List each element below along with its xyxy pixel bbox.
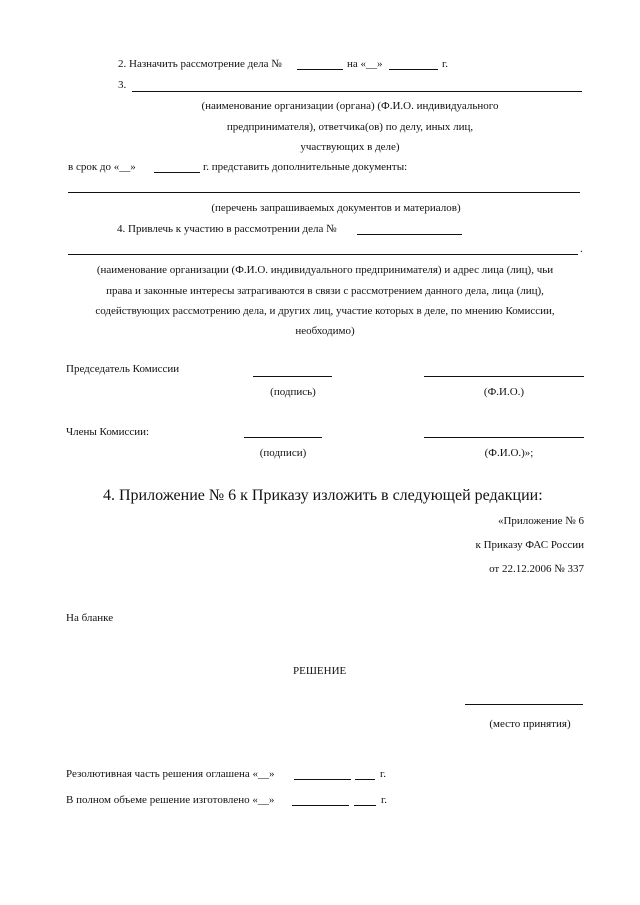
members-name-field[interactable] xyxy=(424,437,584,438)
full-month-field[interactable] xyxy=(292,805,349,806)
item4-caption-3: содействующих рассмотрению дела, и других лиц, участие которых в деле, по мнению Комиссии, xyxy=(95,305,555,317)
item3-parties-field[interactable] xyxy=(132,91,582,92)
item4-parties-field[interactable] xyxy=(68,254,578,255)
item4-case-number-field[interactable] xyxy=(357,234,462,235)
members-signature-caption: (подписи) xyxy=(259,447,307,459)
item2-mid: на «__» xyxy=(347,58,383,70)
operative-year-field[interactable] xyxy=(355,779,375,780)
item3-caption-2: предпринимателя), ответчика(ов) по делу, иных лиц, xyxy=(226,121,474,133)
chair-name-caption: (Ф.И.О.) xyxy=(483,386,525,398)
chair-signature-caption: (подпись) xyxy=(270,386,316,398)
place-caption: (место принятия) xyxy=(489,718,571,730)
chair-label: Председатель Комиссии xyxy=(66,363,180,375)
section-heading: 4. Приложение № 6 к Приказу изложить в следующей редакции: xyxy=(103,487,543,504)
item2-prefix: 2. Назначить рассмотрение дела № xyxy=(118,58,282,70)
item3-caption-3: участвующих в деле) xyxy=(300,141,400,153)
chair-name-field[interactable] xyxy=(424,376,584,377)
item4-caption-4: необходимо) xyxy=(295,325,355,337)
members-label: Члены Комиссии: xyxy=(66,426,150,438)
item3-caption-1: (наименование организации (органа) (Ф.И.О. индивидуального xyxy=(201,100,499,112)
on-blank-label: На бланке xyxy=(66,612,114,624)
appendix-line-3: от 22.12.2006 № 337 xyxy=(489,563,584,575)
deadline-month-field[interactable] xyxy=(154,172,200,173)
documents-caption: (перечень запрашиваемых документов и материалов) xyxy=(211,202,461,214)
deadline-suffix: г. представить дополнительные документы: xyxy=(203,161,408,173)
full-year-field[interactable] xyxy=(354,805,376,806)
operative-prefix: Резолютивная часть решения оглашена «__» xyxy=(66,768,275,780)
full-prefix: В полном объеме решение изготовлено «__» xyxy=(66,794,275,806)
decision-title: РЕШЕНИЕ xyxy=(293,665,347,677)
appendix-line-1: «Приложение № 6 xyxy=(497,515,584,527)
place-field[interactable] xyxy=(465,704,583,705)
appendix-line-2: к Приказу ФАС России xyxy=(475,539,584,551)
hearing-month-field[interactable] xyxy=(389,69,438,70)
item4-caption-1: (наименование организации (Ф.И.О. индивидуального предпринимателя) и адрес лица (лиц), чьи xyxy=(96,264,554,276)
item3-number: 3. xyxy=(118,79,127,91)
documents-list-field[interactable] xyxy=(68,192,580,193)
item4-period: . xyxy=(580,243,583,255)
operative-suffix: г. xyxy=(380,768,387,780)
deadline-prefix: в срок до «__» xyxy=(68,161,136,173)
members-signature-field[interactable] xyxy=(244,437,322,438)
members-name-caption: (Ф.И.О.)»; xyxy=(484,447,534,459)
case-number-field[interactable] xyxy=(297,69,343,70)
full-suffix: г. xyxy=(381,794,388,806)
chair-signature-field[interactable] xyxy=(253,376,332,377)
operative-month-field[interactable] xyxy=(294,779,351,780)
item4-text: 4. Привлечь к участию в рассмотрении дела № xyxy=(117,223,337,235)
item2-suffix: г. xyxy=(442,58,449,70)
item4-caption-2: права и законные интересы затрагиваются в связи с рассмотрением данного дела, лица (лиц), xyxy=(106,285,544,297)
